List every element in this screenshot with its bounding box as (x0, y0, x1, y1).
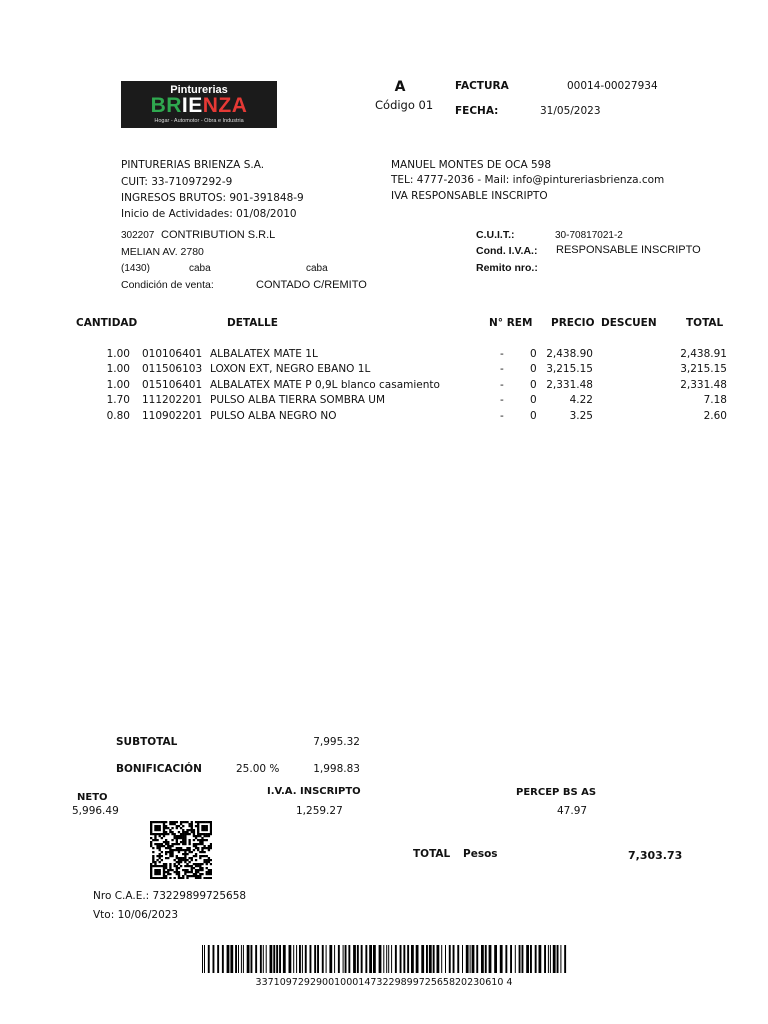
table-row (0, 379, 768, 395)
row-disc: 0 (530, 394, 537, 406)
qr-code-icon (150, 821, 212, 879)
client-address: MELIAN AV. 2780 (121, 246, 204, 258)
row-total: 3,215.15 (680, 363, 727, 375)
logo-brand-part1: BR (150, 94, 182, 117)
fecha-value: 31/05/2023 (540, 105, 601, 117)
row-disc: 0 (530, 379, 537, 391)
row-code: 015106401 (142, 379, 203, 391)
fecha-label: FECHA: (455, 105, 499, 117)
client-postal: (1430) (121, 263, 150, 274)
client-name: CONTRIBUTION S.R.L (161, 229, 276, 241)
logo-brand-part3: NZA (202, 94, 248, 117)
row-rem: - (500, 363, 504, 375)
neto-value: 5,996.49 (72, 805, 119, 817)
row-code: 011506103 (142, 363, 203, 375)
row-qty: 1.00 (106, 348, 130, 360)
row-rem: - (500, 410, 504, 422)
row-desc: ALBALATEX MATE 1L (210, 348, 318, 360)
row-qty: 1.70 (106, 394, 130, 406)
client-code: 302207 (121, 230, 155, 241)
row-disc: 0 (530, 410, 537, 422)
col-header-descuen: DESCUEN (601, 317, 657, 329)
row-desc: ALBALATEX MATE P 0,9L blanco casamiento (210, 379, 440, 391)
logo-brand (121, 94, 277, 118)
iva-inscripto-value: 1,259.27 (296, 805, 343, 817)
issuer-inicio: Inicio de Actividades: 01/08/2010 (121, 208, 297, 220)
issuer-address: MANUEL MONTES DE OCA 598 (391, 159, 552, 171)
row-total: 2,331.48 (680, 379, 727, 391)
table-row (0, 410, 768, 426)
logo-brand-part2: IE (181, 94, 203, 117)
col-header-total: TOTAL (686, 317, 724, 329)
table-row (0, 363, 768, 379)
company-logo (121, 81, 277, 128)
row-price: 2,438.90 (546, 348, 593, 360)
bonificacion-value: 1,998.83 (313, 763, 360, 775)
row-total: 2,438.91 (680, 348, 727, 360)
cae-vto: Vto: 10/06/2023 (93, 909, 179, 921)
row-total: 2.60 (703, 410, 727, 422)
iva-inscripto-label: I.V.A. INSCRIPTO (267, 786, 361, 797)
total-label: TOTAL (413, 848, 451, 860)
issuer-contact: TEL: 4777-2036 - Mail: info@pintureriasbrienza.com (391, 174, 665, 186)
barcode-digits: 33710972929001000147322989972565820230610 4 (255, 977, 513, 988)
barcode-icon (200, 945, 568, 973)
neto-label: NETO (77, 792, 108, 803)
issuer-name: PINTURERIAS BRIENZA S.A. (121, 159, 265, 171)
condicion-label: Condición de venta: (121, 279, 214, 291)
client-cuit-label: C.U.I.T.: (476, 229, 515, 241)
subtotal-value: 7,995.32 (313, 736, 360, 748)
row-qty: 1.00 (106, 363, 130, 375)
table-row (0, 394, 768, 410)
invoice-code: Código 01 (375, 98, 434, 112)
row-qty: 0.80 (106, 410, 130, 422)
client-iva-value: RESPONSABLE INSCRIPTO (556, 244, 701, 256)
condicion-value: CONTADO C/REMITO (256, 279, 367, 291)
client-city1: caba (189, 263, 211, 274)
percep-label: PERCEP BS AS (516, 787, 597, 798)
client-cuit-value: 30-70817021-2 (555, 230, 623, 241)
row-rem: - (500, 348, 504, 360)
col-header-rem: N° REM (489, 317, 533, 329)
col-header-detalle: DETALLE (227, 317, 278, 329)
row-price: 2,331.48 (546, 379, 593, 391)
client-iva-label: Cond. I.V.A.: (476, 245, 538, 257)
bonificacion-label: BONIFICACIÓN (116, 763, 202, 775)
subtotal-label: SUBTOTAL (116, 736, 178, 748)
row-total: 7.18 (703, 394, 727, 406)
table-row (0, 348, 768, 364)
total-currency: Pesos (463, 848, 498, 860)
client-city2: caba (306, 263, 328, 274)
row-rem: - (500, 379, 504, 391)
col-header-precio: PRECIO (551, 317, 595, 329)
row-code: 010106401 (142, 348, 203, 360)
factura-label: FACTURA (455, 80, 509, 92)
row-disc: 0 (530, 363, 537, 375)
col-header-cantidad: CANTIDAD (76, 317, 138, 329)
bonificacion-pct: 25.00 % (236, 763, 280, 775)
issuer-iibb: INGRESOS BRUTOS: 901-391848-9 (121, 192, 304, 204)
row-price: 3,215.15 (546, 363, 593, 375)
row-code: 110902201 (142, 410, 203, 422)
total-value: 7,303.73 (628, 849, 683, 862)
percep-value: 47.97 (557, 805, 588, 817)
client-remito-label: Remito nro.: (476, 262, 538, 274)
row-desc: PULSO ALBA NEGRO NO (210, 410, 337, 422)
row-disc: 0 (530, 348, 537, 360)
cae-number: Nro C.A.E.: 73229899725658 (93, 890, 247, 902)
row-desc: PULSO ALBA TIERRA SOMBRA UM (210, 394, 386, 406)
row-price: 4.22 (569, 394, 593, 406)
row-code: 111202201 (142, 394, 203, 406)
issuer-iva: IVA RESPONSABLE INSCRIPTO (391, 190, 548, 202)
row-qty: 1.00 (106, 379, 130, 391)
row-rem: - (500, 394, 504, 406)
row-price: 3.25 (569, 410, 593, 422)
logo-tagline: Hogar - Automotor - Obra e Industria (154, 118, 244, 124)
logo-line1: Pinturerias (170, 84, 228, 96)
invoice-letter: A (394, 79, 406, 95)
row-desc: LOXON EXT, NEGRO EBANO 1L (210, 363, 371, 375)
factura-number: 00014-00027934 (567, 80, 658, 92)
issuer-cuit: CUIT: 33-71097292-9 (121, 176, 233, 188)
